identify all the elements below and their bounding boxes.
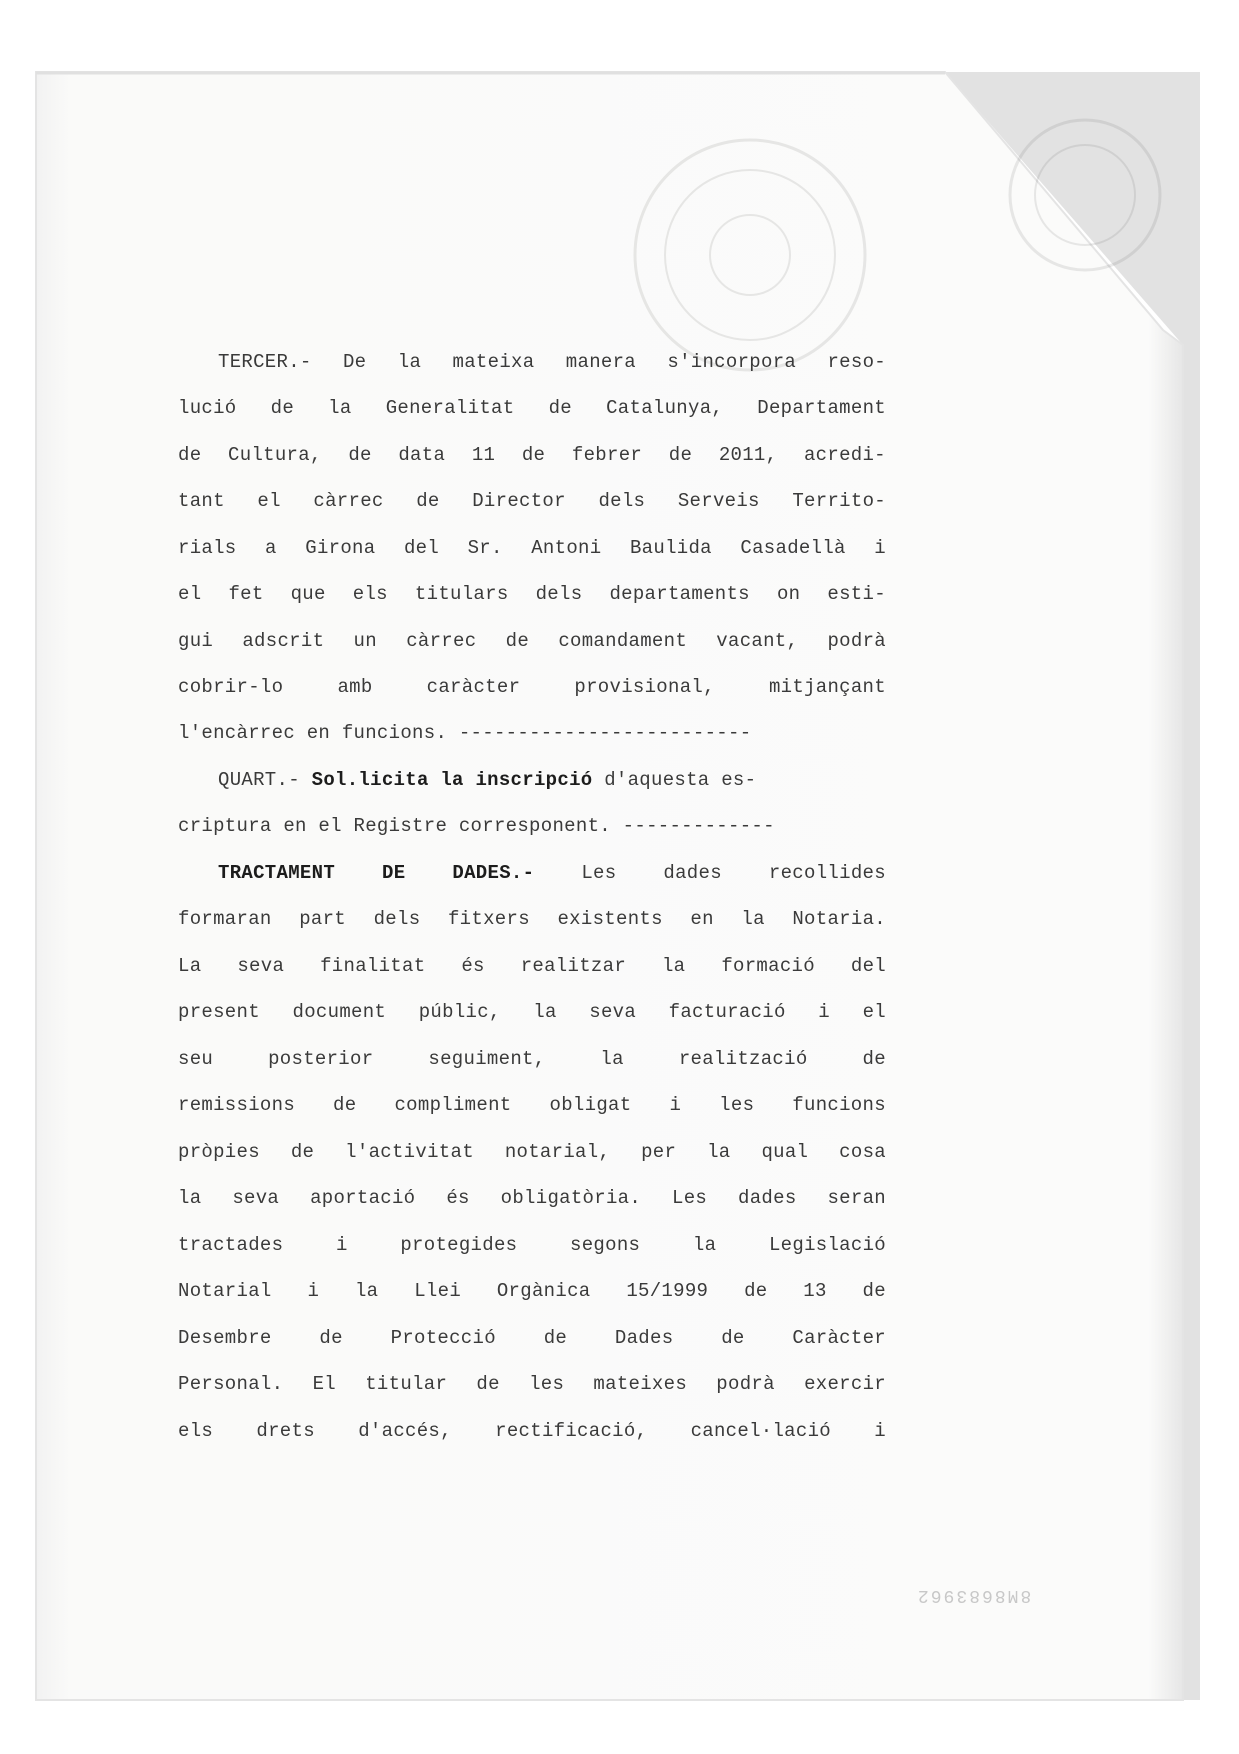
word: la <box>178 1187 202 1209</box>
quart-label: QUART.- <box>218 769 300 791</box>
word: de <box>862 1280 886 1302</box>
quart-bold-text: Sol.licita la inscripció <box>311 769 593 791</box>
word: Orgànica <box>496 1280 591 1302</box>
word: pròpies <box>178 1141 260 1163</box>
word: de <box>862 1048 886 1070</box>
word: data <box>398 444 446 466</box>
word: un <box>353 630 377 652</box>
word: provisional, <box>574 676 715 698</box>
text-line <box>178 1001 886 1023</box>
word: en <box>690 908 714 930</box>
word: gui <box>178 630 214 652</box>
text-line <box>178 908 886 930</box>
word: seva <box>232 1187 280 1209</box>
word: de <box>744 1280 768 1302</box>
word: Llei <box>414 1280 462 1302</box>
word: de <box>543 1327 568 1349</box>
word: de <box>521 444 546 466</box>
word: càrrec <box>406 630 477 652</box>
word: 11 <box>471 444 496 466</box>
word: de <box>416 490 440 512</box>
word: 2011, <box>718 444 778 466</box>
word: Protecció <box>390 1327 496 1349</box>
text-line <box>178 1187 886 1209</box>
word: reso- <box>827 351 886 373</box>
word: mateixa <box>452 351 535 373</box>
word: de <box>668 444 693 466</box>
word: cosa <box>839 1141 886 1163</box>
word: segons <box>570 1234 641 1256</box>
word: Notarial <box>178 1280 272 1302</box>
quart-rest: d'aquesta es- <box>604 769 757 791</box>
word: adscrit <box>242 630 325 652</box>
word: titulars <box>414 583 509 605</box>
word: Casadellà <box>740 537 846 559</box>
criptura-text: criptura en el Registre corresponent. <box>178 815 611 837</box>
word: públic, <box>418 1001 501 1023</box>
word: de <box>505 630 530 652</box>
word: realitzar <box>520 955 627 977</box>
serial-number: 8M8683962 <box>916 1585 1032 1605</box>
word: titular <box>365 1373 448 1395</box>
word: que <box>290 583 326 605</box>
word: document <box>292 1001 387 1023</box>
word: Baulida <box>629 537 712 559</box>
word: departaments <box>609 583 750 605</box>
word: el <box>178 583 202 605</box>
word: Legislació <box>768 1234 886 1256</box>
word: fitxers <box>447 908 530 930</box>
word: Territo- <box>792 490 886 512</box>
word: Cultura, <box>228 444 322 466</box>
encarrec-text: l'encàrrec en funcions. <box>178 722 448 744</box>
word: seu <box>178 1048 214 1070</box>
text-line <box>178 444 886 466</box>
text-line <box>178 490 886 512</box>
text-line <box>178 1280 886 1302</box>
word: DADES.- <box>452 862 535 884</box>
word: rials <box>178 537 237 559</box>
word: de <box>270 397 295 419</box>
word: del <box>403 537 440 559</box>
word: les <box>529 1373 565 1395</box>
text-line-criptura <box>178 815 886 837</box>
word: seguiment, <box>428 1048 546 1070</box>
text-line-quart <box>218 769 886 791</box>
text-line <box>178 537 886 559</box>
word: d'accés, <box>358 1420 452 1442</box>
word: i <box>874 1420 886 1442</box>
text-line <box>178 630 886 652</box>
word: recollides <box>768 862 886 884</box>
word: esti- <box>827 583 886 605</box>
word: de <box>333 1094 357 1116</box>
word: TERCER.- <box>218 351 312 373</box>
word: facturació <box>668 1001 786 1023</box>
word: el <box>862 1001 886 1023</box>
word: la <box>354 1280 379 1302</box>
text-line <box>218 862 886 884</box>
word: present <box>178 1001 260 1023</box>
word: Catalunya, <box>606 397 724 419</box>
word: cobrir-lo <box>178 676 284 698</box>
word: seran <box>827 1187 886 1209</box>
word: la <box>707 1141 731 1163</box>
word: seva <box>237 955 285 977</box>
word: la <box>661 955 686 977</box>
word: aportació <box>310 1187 416 1209</box>
word: de <box>178 444 202 466</box>
word: 13 <box>803 1280 827 1302</box>
word: manera <box>565 351 637 373</box>
word: l'activitat <box>345 1141 474 1163</box>
word: dades <box>663 862 722 884</box>
text-line <box>218 351 886 373</box>
word: fet <box>228 583 264 605</box>
word: i <box>874 537 886 559</box>
word: la <box>600 1048 624 1070</box>
word: notarial, <box>504 1141 611 1163</box>
word: De <box>342 351 367 373</box>
word: de <box>290 1141 315 1163</box>
word: Desembre <box>178 1327 272 1349</box>
word: existents <box>557 908 663 930</box>
text-line <box>178 1327 886 1349</box>
word: mitjançant <box>768 676 886 698</box>
word: podrà <box>827 630 886 652</box>
word: la <box>533 1001 557 1023</box>
word: el <box>257 490 281 512</box>
word: les <box>719 1094 755 1116</box>
word: drets <box>256 1420 315 1442</box>
text-line <box>178 955 886 977</box>
word: de <box>319 1327 343 1349</box>
word: obligatòria. <box>500 1187 642 1209</box>
word: del <box>850 955 886 977</box>
word: compliment <box>394 1094 512 1116</box>
text-line <box>178 1373 886 1395</box>
text-line <box>178 397 886 419</box>
word: Caràcter <box>792 1327 886 1349</box>
text-line <box>178 1094 886 1116</box>
word: exercir <box>804 1373 886 1395</box>
word: dels <box>535 583 583 605</box>
word: caràcter <box>426 676 521 698</box>
word: part <box>299 908 347 930</box>
word: febrer <box>571 444 643 466</box>
word: és <box>446 1187 470 1209</box>
word: acredi- <box>803 444 886 466</box>
word: Dades <box>614 1327 674 1349</box>
word: seva <box>589 1001 637 1023</box>
word: Serveis <box>677 490 760 512</box>
word: la <box>397 351 422 373</box>
word: a <box>265 537 277 559</box>
word: dels <box>373 908 421 930</box>
word: i <box>669 1094 682 1116</box>
paper-page <box>36 72 1183 1700</box>
word: és <box>461 955 485 977</box>
text-line <box>178 676 886 698</box>
word: la <box>328 397 352 419</box>
word: càrrec <box>313 490 384 512</box>
word: La <box>178 955 202 977</box>
word: i <box>818 1001 830 1023</box>
word: qual <box>761 1141 809 1163</box>
word: Personal. <box>178 1373 284 1395</box>
word: funcions <box>792 1094 886 1116</box>
word: Departament <box>757 397 886 419</box>
word: comandament <box>558 630 688 652</box>
word: la <box>741 908 765 930</box>
word: cancel·lació <box>690 1420 831 1442</box>
word: formaran <box>178 908 272 930</box>
word: de <box>548 397 572 419</box>
word: DE <box>382 862 406 884</box>
word: lució <box>178 397 237 419</box>
word: formació <box>721 955 815 977</box>
filler-dashes: ------------- <box>622 815 775 837</box>
word: remissions <box>178 1094 296 1116</box>
word: amb <box>337 676 373 698</box>
word: Sr. <box>467 537 503 559</box>
word: podrà <box>716 1373 775 1395</box>
text-line <box>178 1048 886 1070</box>
word: Les <box>672 1187 708 1209</box>
word: TRACTAMENT <box>218 862 336 884</box>
word: 15/1999 <box>626 1280 709 1302</box>
text-line <box>178 1141 886 1163</box>
word: Antoni <box>531 537 602 559</box>
word: de <box>348 444 372 466</box>
word: mateixes <box>593 1373 688 1395</box>
filler-dashes: ------------------------- <box>458 722 752 744</box>
word: Director <box>472 490 566 512</box>
word: i <box>335 1234 348 1256</box>
word: s'incorpora <box>667 351 797 373</box>
word: els <box>352 583 388 605</box>
word: Notaria. <box>792 908 886 930</box>
word: Les <box>581 862 617 884</box>
word: tractades <box>178 1234 284 1256</box>
word: realització <box>678 1048 808 1070</box>
text-line <box>178 583 886 605</box>
word: El <box>312 1373 336 1395</box>
text-line <box>178 1420 886 1442</box>
word: de <box>476 1373 500 1395</box>
word: dels <box>598 490 646 512</box>
word: la <box>692 1234 717 1256</box>
word: protegides <box>400 1234 518 1256</box>
word: tant <box>178 490 225 512</box>
word: Girona <box>305 537 376 559</box>
text-line <box>178 1234 886 1256</box>
word: vacant, <box>716 630 799 652</box>
word: dades <box>738 1187 797 1209</box>
word: on <box>776 583 801 605</box>
text-line-encarrec <box>178 722 886 744</box>
word: per <box>641 1141 677 1163</box>
word: obligat <box>549 1094 632 1116</box>
word: i <box>307 1280 320 1302</box>
word: de <box>721 1327 745 1349</box>
word: posterior <box>268 1048 374 1070</box>
word: els <box>178 1420 214 1442</box>
word: rectificació, <box>495 1420 648 1442</box>
word: finalitat <box>320 955 426 977</box>
word: Generalitat <box>385 397 515 419</box>
